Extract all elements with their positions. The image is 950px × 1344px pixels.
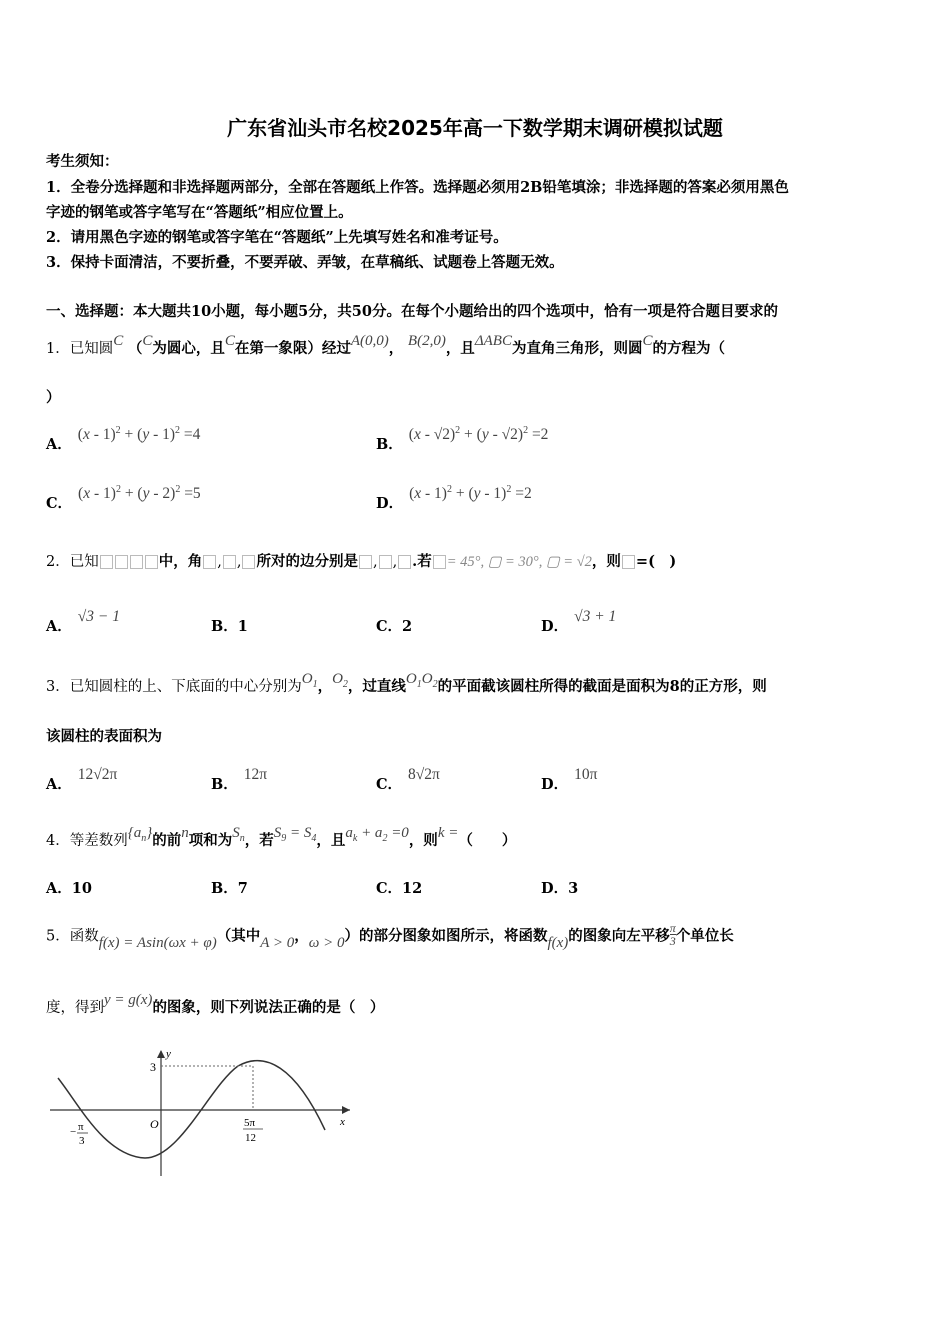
question-3-cont: 该圆柱的表面积为 — [46, 728, 162, 745]
y-axis-arrow-icon — [157, 1050, 165, 1058]
q1-option-a[interactable]: A．(x - 1)$^2$ + (y - 1)$^2$ =4 — [46, 424, 201, 453]
question-4: 4．等差数列$\{a_n\}$的前n项和为$S_n$，若$S_9 = S_4$，且$a_k + a_2 =0$，则k =（ ） — [46, 825, 517, 849]
max-label: 3 — [150, 1060, 156, 1074]
q4-option-b[interactable]: B．7 — [211, 880, 248, 897]
left-tick-num: π — [78, 1121, 84, 1133]
q4-option-a[interactable]: A．10 — [46, 880, 92, 897]
question-1: 1．已知圆C （C为圆心，且C在第一象限）经过A(0,0)， B(2,0)，且ΔABC为直角三角形，则圆C的方程为（ — [46, 333, 725, 357]
question-5-cont: 度，得到y = g(x)的图象，则下列说法正确的是（ ） — [46, 992, 385, 1016]
q2-option-c[interactable]: C．2 — [376, 618, 413, 635]
q1-option-d[interactable]: D．(x - 1)$^2$ + (y - 1)$^2$ =2 — [376, 483, 532, 512]
q1-option-c[interactable]: C．(x - 1)$^2$ + (y - 2)$^2$ =5 — [46, 483, 201, 512]
left-tick-den: 3 — [79, 1135, 85, 1147]
notice-item-2: 2．请用黑色字迹的钢笔或答字笔在“答题纸”上先填写姓名和准考证号。 — [46, 229, 508, 246]
page-title: 广东省汕头市名校2025年高一下数学期末调研模拟试题 — [227, 116, 723, 140]
q3-option-d[interactable]: D．10π — [541, 766, 598, 793]
q2-option-a[interactable]: A．√3 − 1 — [46, 608, 120, 635]
q4-option-c[interactable]: C．12 — [376, 880, 423, 897]
q2-option-d[interactable]: D．√3 + 1 — [541, 608, 617, 635]
right-tick-num: 5π — [244, 1117, 256, 1129]
question-5: 5．函数f(x) = Asin(ωx + φ)（其中A > 0，ω > 0）的部分图象如图所示，将函数f(x)的图象向左平移$\frac{\pi}{3}$个单位长 — [46, 921, 734, 951]
x-axis-label: x — [340, 1116, 345, 1128]
notice-heading: 考生须知： — [46, 153, 119, 170]
question-3: 3．已知圆柱的上、下底面的中心分别为$O_1$，$O_2$，过直线$O_1O_2$的平面截该圆柱所得的截面是面积为8的正方形，则 — [46, 671, 767, 695]
sine-curve — [58, 1061, 325, 1158]
notice-item-3: 3．保持卡面清洁，不要折叠，不要弄破、弄皱，在草稿纸、试题卷上答题无效。 — [46, 254, 564, 271]
notice-item-1: 1．全卷分选择题和非选择题两部分，全部在答题纸上作答。选择题必须用2B铅笔填涂；非选择题的答案必须用黑色 — [46, 179, 789, 196]
question-2: 2．已知 中，角 , , 所对的边分别是 , , .若 = 45°, ▢ = 30°, ▢ = √2，则 =( ) — [46, 553, 677, 570]
right-tick-den: 12 — [245, 1132, 256, 1144]
q2-option-b[interactable]: B．1 — [211, 618, 248, 635]
question-1-cont: ） — [46, 389, 61, 406]
section-heading: 一、选择题：本大题共10小题，每小题5分，共50分。在每个小题给出的四个选项中，恰有一项是符合题目要求的 — [46, 303, 778, 320]
q3-option-b[interactable]: B．12π — [211, 766, 268, 793]
y-axis-label: y — [166, 1048, 171, 1060]
q3-option-c[interactable]: C．8√2π — [376, 766, 440, 793]
sine-graph — [50, 1046, 360, 1181]
left-tick-sign: − — [70, 1126, 77, 1138]
q1-option-b[interactable]: B．(x - √2)$^2$ + (y - √2)$^2$ =2 — [376, 424, 549, 453]
x-axis-arrow-icon — [342, 1106, 350, 1114]
q3-option-a[interactable]: A．12√2π — [46, 766, 118, 793]
notice-item-1-cont: 字迹的钢笔或答字笔写在“答题纸”相应位置上。 — [46, 204, 353, 221]
q4-option-d[interactable]: D．3 — [541, 880, 579, 897]
origin-label: O — [150, 1117, 159, 1131]
